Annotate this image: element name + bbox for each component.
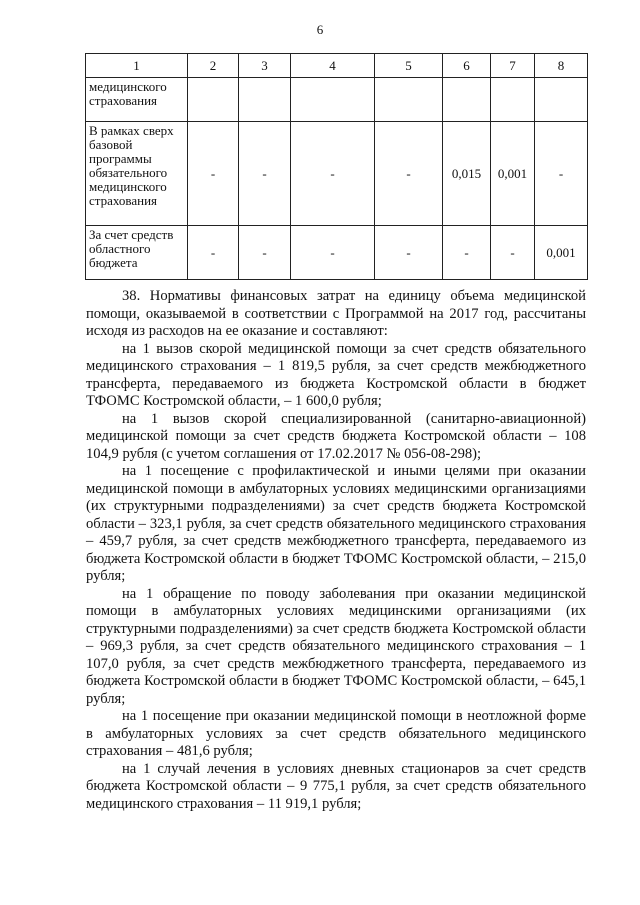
table-cell: 0,015: [443, 122, 491, 226]
table-cell: -: [188, 122, 239, 226]
column-header: 1: [86, 54, 188, 78]
paragraph: на 1 обращение по поводу заболевания при оказании медицинской помощи в амбулаторных условиях медицинскими организациями (их структурными подразделениями) за счет средств бюджета Костромской области – 969,3 рубля, за счет средств обязательного медицинского страхования – 1 107,0 рубля, за счет средств межбюджетного трансферта, передаваемого из бюджета Костромской области в бюджет ТФОМС Костромской области, – 645,1 рубля;: [86, 585, 586, 707]
table-cell: [443, 78, 491, 122]
row-label: В рамках сверх базовой программы обязательного медицинского страхования: [86, 122, 188, 226]
paragraph: на 1 вызов скорой медицинской помощи за счет средств обязательного медицинского страхования – 1 819,5 рубля, за счет средств межбюджетного трансферта, передаваемого из бюджета Костромской области в бюджет ТФОМС Костромской области, – 1 600,0 рубля;: [86, 340, 586, 409]
table-cell: -: [443, 226, 491, 280]
table-cell: -: [291, 226, 375, 280]
paragraph: 38. Нормативы финансовых затрат на единицу объема медицинской помощи, оказываемой в соответствии с Программой на 2017 год, рассчитаны исходя из расходов на ее оказание и составляют:: [86, 288, 586, 339]
table-cell: [291, 78, 375, 122]
column-header: 3: [239, 54, 291, 78]
column-header: 5: [375, 54, 443, 78]
table-cell: -: [291, 122, 375, 226]
table-row: [86, 226, 588, 280]
table-cell: -: [375, 226, 443, 280]
paragraph: на 1 посещение с профилактической и иными целями при оказании медицинской помощи в амбулаторных условиях медицинскими организациями (их структурными подразделениями) за счет средств бюджета Костромской области – 323,1 рубля, за счет средств обязательного медицинского страхования – 459,7 рубля, за счет средств межбюджетного трансферта, передаваемого из бюджета Костромской области в бюджет ТФОМС Костромской области, – 215,0 рубля;: [86, 463, 586, 584]
table-cell: -: [188, 226, 239, 280]
column-header: 7: [491, 54, 535, 78]
table-cell: 0,001: [535, 226, 588, 280]
table-cell: -: [491, 226, 535, 280]
table-cell: -: [239, 226, 291, 280]
table-cell: [239, 78, 291, 122]
table-cell: [491, 78, 535, 122]
table-row: [86, 122, 588, 226]
page-number: 6: [316, 22, 324, 37]
row-label: медицинского страхования: [86, 78, 188, 122]
paragraph: на 1 вызов скорой специализированной (санитарно-авиационной) медицинской помощи за счет средств бюджета Костромской области – 108 104,9 рубля (с учетом соглашения от 17.02.2017 № 056-08-298);: [86, 410, 586, 462]
column-header: 4: [291, 54, 375, 78]
table-cell: 0,001: [491, 122, 535, 226]
table-cell: [188, 78, 239, 122]
table-row: [86, 78, 588, 122]
table-cell: [535, 78, 588, 122]
column-header: 2: [188, 54, 239, 78]
table-cell: -: [239, 122, 291, 226]
paragraph: на 1 случай лечения в условиях дневных стационаров за счет средств бюджета Костромской области – 9 775,1 рубля, за счет средств обязательного медицинского страхования – 11 919,1 рубля;: [86, 760, 586, 812]
table-cell: -: [535, 122, 588, 226]
document-body: [86, 288, 586, 813]
norms-table: [85, 53, 588, 280]
table-cell: [375, 78, 443, 122]
table-header-row: [86, 54, 588, 78]
table-cell: -: [375, 122, 443, 226]
column-header: 8: [535, 54, 588, 78]
row-label: За счет средств областного бюджета: [86, 226, 188, 280]
column-header: 6: [443, 54, 491, 78]
paragraph: на 1 посещение при оказании медицинской помощи в неотложной форме в амбулаторных условиях за счет средств обязательного медицинского страхования – 481,6 рубля;: [86, 708, 586, 759]
